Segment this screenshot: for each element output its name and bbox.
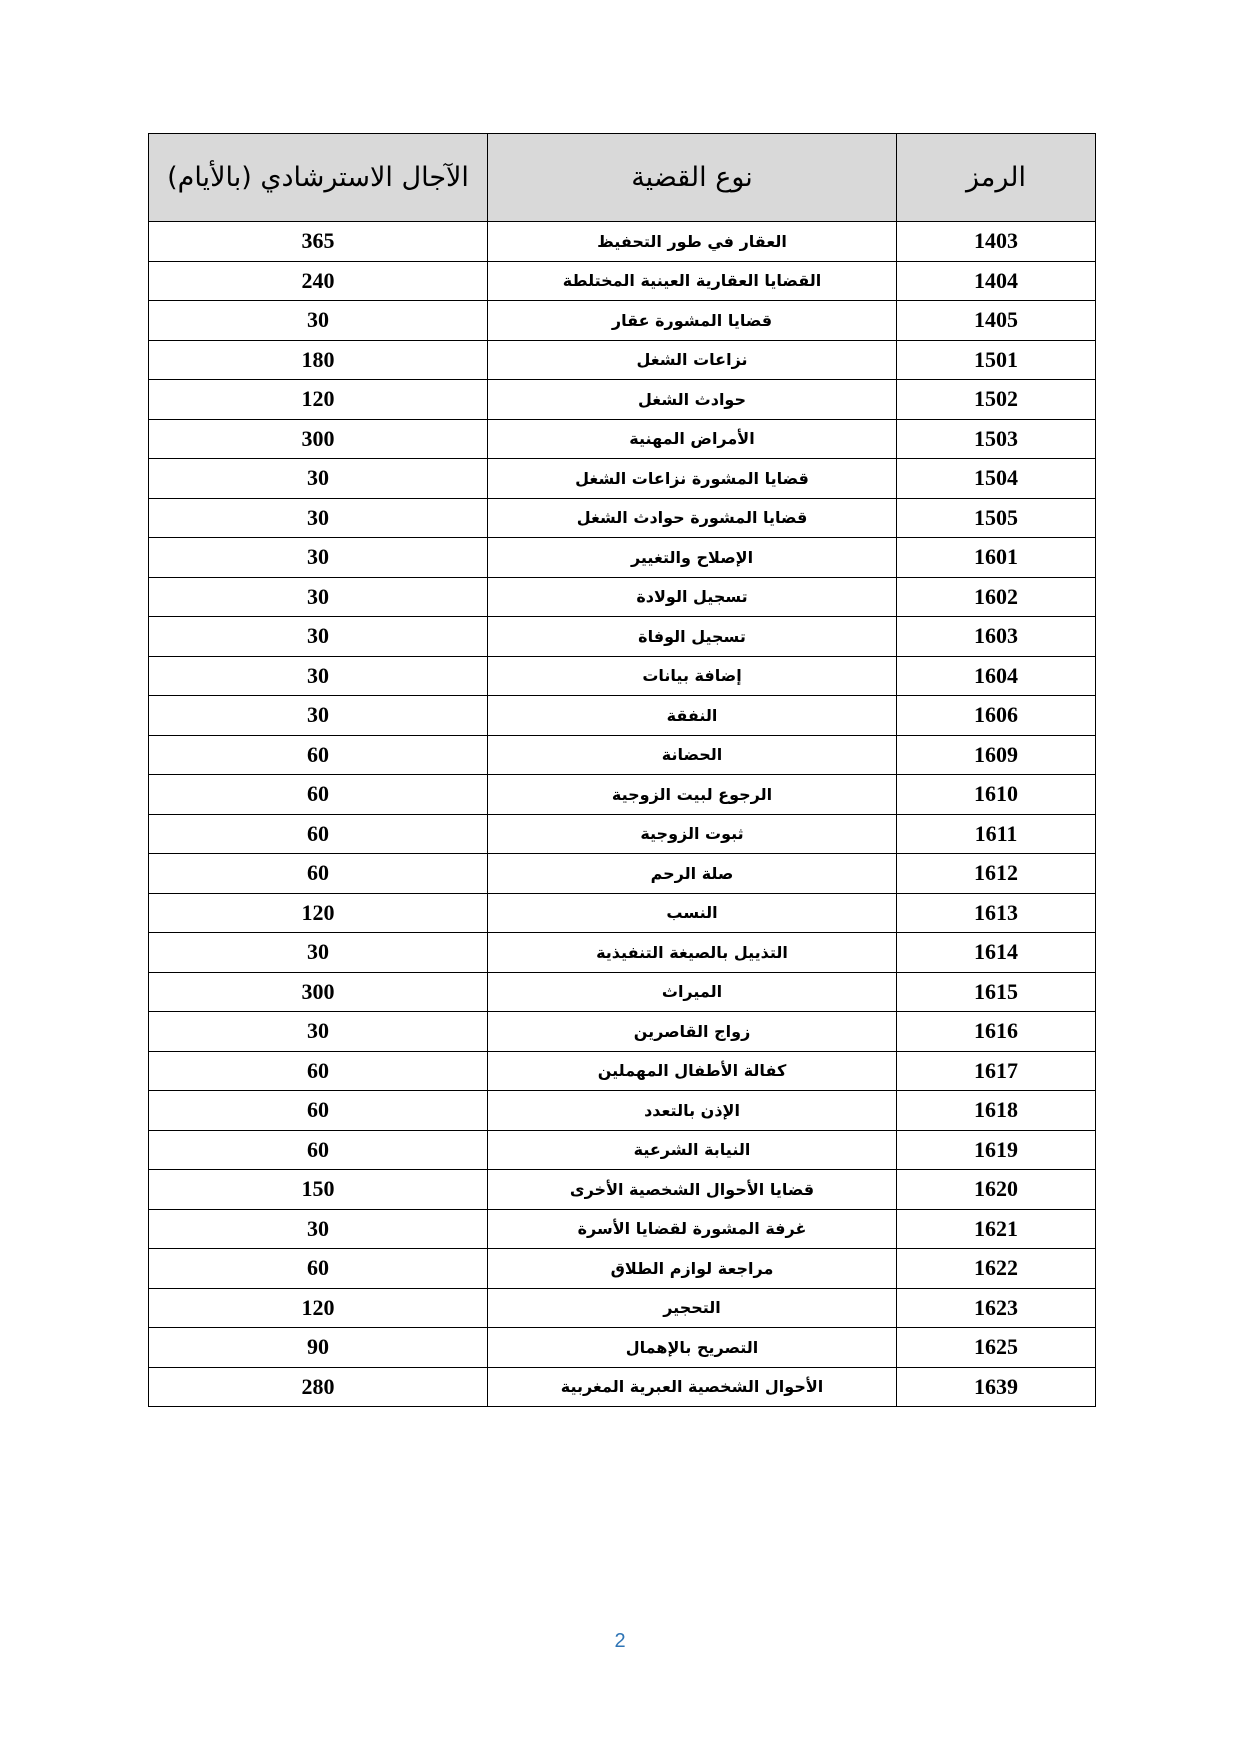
cell-code: 1501 [897,340,1096,380]
cell-code: 1603 [897,617,1096,657]
cell-deadline-days: 280 [149,1367,488,1407]
cell-case-type: الرجوع لبيت الزوجية [488,775,897,815]
table-row [149,261,1096,301]
table-row [149,1367,1096,1407]
cell-deadline-days: 30 [149,1209,488,1249]
cell-code: 1625 [897,1328,1096,1368]
cell-deadline-days: 30 [149,933,488,973]
cell-case-type: الحضانة [488,735,897,775]
cell-deadline-days: 120 [149,380,488,420]
cell-case-type: مراجعة لوازم الطلاق [488,1249,897,1289]
table-row [149,893,1096,933]
cell-deadline-days: 60 [149,1130,488,1170]
cell-code: 1505 [897,498,1096,538]
cell-case-type: غرفة المشورة لقضايا الأسرة [488,1209,897,1249]
cell-code: 1618 [897,1091,1096,1131]
cell-code: 1615 [897,972,1096,1012]
cell-deadline-days: 30 [149,1012,488,1052]
cell-deadline-days: 120 [149,1288,488,1328]
cell-code: 1611 [897,814,1096,854]
cell-case-type: الأمراض المهنية [488,419,897,459]
cell-code: 1404 [897,261,1096,301]
table-row [149,222,1096,262]
cell-case-type: العقار في طور التحفيظ [488,222,897,262]
cell-case-type: القضايا العقارية العينية المختلطة [488,261,897,301]
table-row [149,459,1096,499]
cell-deadline-days: 30 [149,459,488,499]
cell-code: 1619 [897,1130,1096,1170]
table-row [149,1130,1096,1170]
cell-case-type: صلة الرحم [488,854,897,894]
cell-case-type: قضايا الأحوال الشخصية الأخرى [488,1170,897,1210]
cell-case-type: الإصلاح والتغيير [488,538,897,578]
table-row [149,538,1096,578]
cell-case-type: الإذن بالتعدد [488,1091,897,1131]
cell-case-type: النيابة الشرعية [488,1130,897,1170]
cell-case-type: قضايا المشورة حوادث الشغل [488,498,897,538]
cell-code: 1639 [897,1367,1096,1407]
header-code: الرمز [897,134,1096,222]
table-header-row [149,134,1096,222]
cell-case-type: كفالة الأطفال المهملين [488,1051,897,1091]
cell-code: 1623 [897,1288,1096,1328]
cell-deadline-days: 30 [149,696,488,736]
cell-code: 1621 [897,1209,1096,1249]
cell-code: 1602 [897,577,1096,617]
cell-deadline-days: 300 [149,972,488,1012]
table-row [149,577,1096,617]
cell-deadline-days: 240 [149,261,488,301]
cell-deadline-days: 60 [149,775,488,815]
cell-deadline-days: 300 [149,419,488,459]
cell-code: 1606 [897,696,1096,736]
table-row [149,1051,1096,1091]
table-row [149,814,1096,854]
cell-deadline-days: 60 [149,1051,488,1091]
cell-code: 1620 [897,1170,1096,1210]
cell-case-type: التحجير [488,1288,897,1328]
table-row [149,419,1096,459]
table-row [149,1091,1096,1131]
cell-deadline-days: 180 [149,340,488,380]
cell-deadline-days: 365 [149,222,488,262]
cell-code: 1622 [897,1249,1096,1289]
cell-deadline-days: 30 [149,617,488,657]
cell-case-type: التذييل بالصيغة التنفيذية [488,933,897,973]
cell-code: 1610 [897,775,1096,815]
cell-case-type: النسب [488,893,897,933]
cell-deadline-days: 60 [149,814,488,854]
cell-case-type: قضايا المشورة عقار [488,301,897,341]
cell-code: 1504 [897,459,1096,499]
cell-deadline-days: 60 [149,735,488,775]
cell-deadline-days: 60 [149,1091,488,1131]
table-row [149,1288,1096,1328]
page-number: 2 [614,1630,626,1652]
cell-case-type: قضايا المشورة نزاعات الشغل [488,459,897,499]
table-row [149,696,1096,736]
cell-code: 1612 [897,854,1096,894]
cell-code: 1613 [897,893,1096,933]
table-row [149,854,1096,894]
cell-deadline-days: 30 [149,577,488,617]
cell-case-type: الميراث [488,972,897,1012]
cell-case-type: حوادث الشغل [488,380,897,420]
table-row [149,340,1096,380]
cell-deadline-days: 60 [149,854,488,894]
cell-deadline-days: 90 [149,1328,488,1368]
table-row [149,735,1096,775]
case-deadlines-table [148,133,1096,1407]
cell-code: 1502 [897,380,1096,420]
table-row [149,498,1096,538]
table-row [149,933,1096,973]
cell-case-type: النفقة [488,696,897,736]
header-case-type: نوع القضية [488,134,897,222]
cell-code: 1614 [897,933,1096,973]
cell-case-type: التصريح بالإهمال [488,1328,897,1368]
cell-deadline-days: 60 [149,1249,488,1289]
cell-deadline-days: 30 [149,301,488,341]
cell-code: 1617 [897,1051,1096,1091]
table-row [149,1012,1096,1052]
cell-code: 1405 [897,301,1096,341]
cell-case-type: ثبوت الزوجية [488,814,897,854]
table-row [149,301,1096,341]
table-row [149,617,1096,657]
cell-code: 1403 [897,222,1096,262]
cell-code: 1616 [897,1012,1096,1052]
table-row [149,656,1096,696]
cell-deadline-days: 30 [149,656,488,696]
cell-case-type: تسجيل الولادة [488,577,897,617]
cell-code: 1604 [897,656,1096,696]
table-row [149,1170,1096,1210]
cell-case-type: إضافة بيانات [488,656,897,696]
header-deadline-days: الآجال الاسترشادي (بالأيام) [149,134,488,222]
cell-deadline-days: 30 [149,498,488,538]
table-row [149,972,1096,1012]
cell-deadline-days: 150 [149,1170,488,1210]
cell-code: 1609 [897,735,1096,775]
table-row [149,775,1096,815]
cell-case-type: تسجيل الوفاة [488,617,897,657]
table-row [149,380,1096,420]
cell-code: 1503 [897,419,1096,459]
cell-deadline-days: 30 [149,538,488,578]
cell-case-type: زواج القاصرين [488,1012,897,1052]
table-row [149,1209,1096,1249]
cell-code: 1601 [897,538,1096,578]
table-row [149,1249,1096,1289]
cell-deadline-days: 120 [149,893,488,933]
table-row [149,1328,1096,1368]
cell-case-type: الأحوال الشخصية العبرية المغربية [488,1367,897,1407]
cell-case-type: نزاعات الشغل [488,340,897,380]
